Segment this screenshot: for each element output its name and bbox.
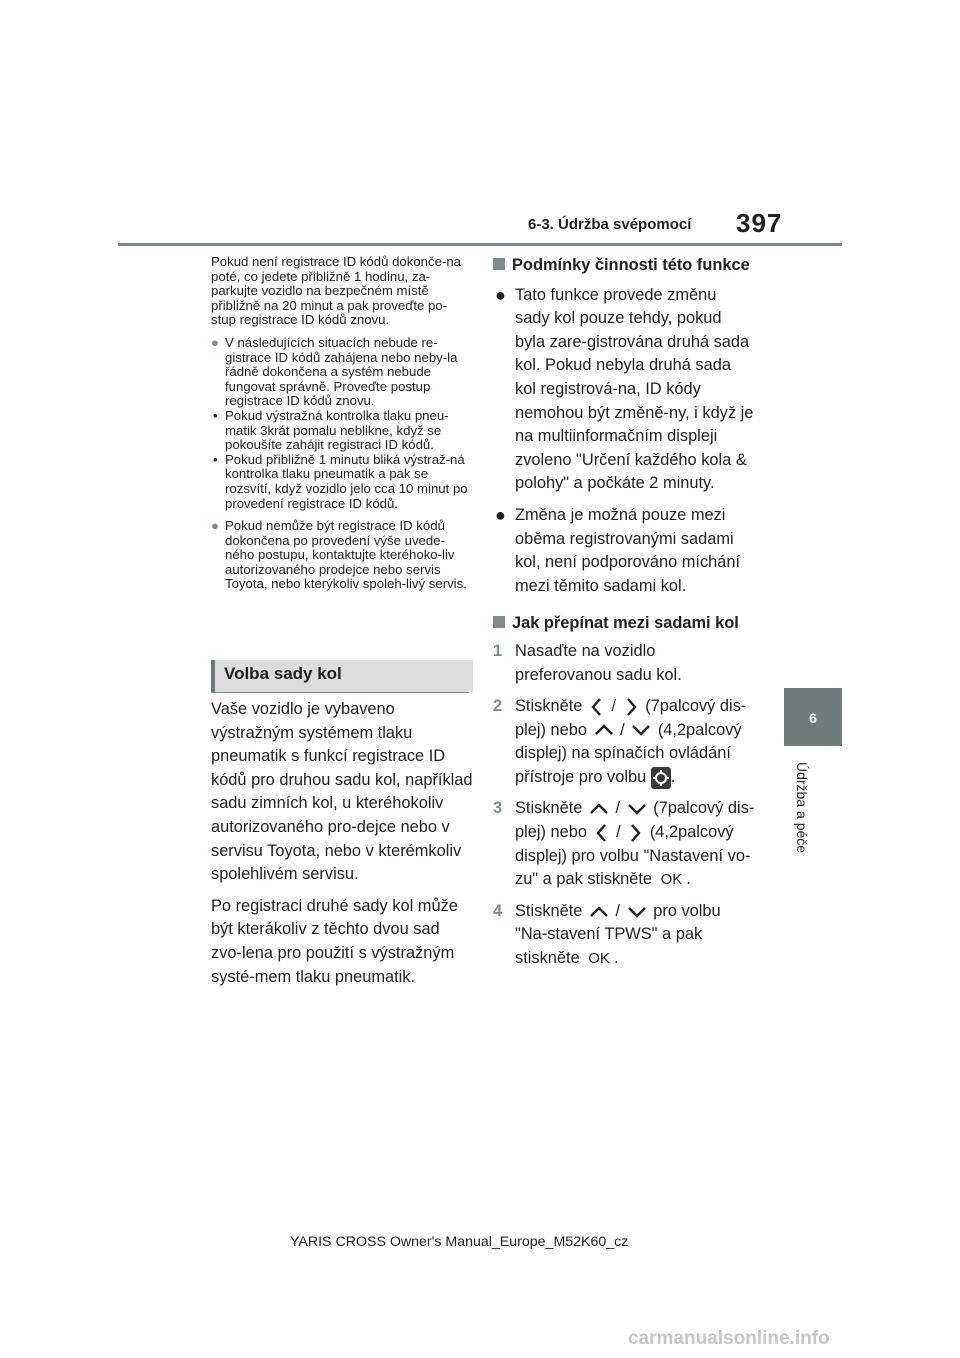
watermark: carmanualsonline.info bbox=[628, 1328, 830, 1349]
step-text: Stiskněte bbox=[515, 901, 583, 920]
chevron-right-icon bbox=[627, 823, 643, 843]
ok-button-icon: OK bbox=[660, 871, 683, 889]
step bbox=[493, 640, 755, 687]
step-text: Nasaďte na vozidlo preferovanou sadu kol. bbox=[515, 641, 682, 684]
paragraph: Po registraci druhé sady kol může být kterákoliv z těchto dvou sad zvo-lena pro použití s výstražným systé-mem tlaku pneumatik. bbox=[211, 896, 458, 986]
bullet-icon: ● bbox=[495, 504, 506, 525]
left-notes bbox=[211, 255, 471, 592]
step-text: Stiskněte bbox=[515, 697, 583, 716]
page-number: 397 bbox=[736, 208, 783, 238]
period: . bbox=[613, 949, 619, 968]
paragraph: Vaše vozidlo je vybaveno výstražným systémem tlaku pneumatik s funkcí registrace ID kódů pro druhou sadu kol, například sadu zimních kol, u kteréhokoliv autorizovaného pro-dejce nebo v servisu Toyota, nebo v kterémkoliv spolehlivém servisu. bbox=[211, 700, 473, 884]
sub-item-text: Pokud výstražná kontrolka tlaku pneu-matik 3krát pomalu neblikne, když se pokoušíte zahájit registraci ID kódů. bbox=[225, 407, 449, 453]
separator: / bbox=[620, 720, 625, 739]
bullet-item bbox=[493, 284, 755, 496]
sub-item: • Pokud výstražná kontrolka tlaku pneu-matik 3krát pomalu neblikne, když se pokoušíte zahájit registraci ID kódů. bbox=[213, 407, 449, 453]
chapter-label: Údržba a péče bbox=[794, 762, 810, 854]
header-divider bbox=[118, 243, 842, 246]
subheading-text: Podmínky činnosti této funkce bbox=[512, 256, 750, 274]
step-number: 2 bbox=[493, 697, 503, 716]
note-item bbox=[211, 336, 471, 409]
note-text: Pokud nemůže být registrace ID kódů dokončena po provedení výše uvede-ného postupu, kontaktujte kteréhoko-liv autorizovaného prodejce nebo servis Toyota, nebo kterýkoliv spoleh-livý servis. bbox=[225, 518, 467, 592]
bullet-text: Změna je možná pouze mezi oběma registrovanými sadami kol, není podporováno míchání mezi těmito sadami kol. bbox=[515, 505, 741, 595]
note-text: V následujících situacích nebude re-gistrace ID kódů zahájena nebo neby-la řádně dokončena a systém nebude fungovat správně. Proveďte postup registrace ID kódů znovu. bbox=[225, 334, 458, 409]
subheading bbox=[493, 254, 755, 278]
section-header: 6-3. Údržba svépomocí bbox=[528, 216, 692, 233]
separator: / bbox=[611, 697, 617, 716]
chevron-up-icon bbox=[589, 905, 609, 919]
sub-item-text: Pokud přibližně 1 minutu bliká výstraž-ná kontrolka tlaku pneumatik a pak se rozsvítí, když vozidlo jelo cca 10 minut po provedení registrace ID kódů. bbox=[225, 451, 468, 511]
chevron-left-icon bbox=[594, 823, 610, 843]
sub-item: • Pokud přibližně 1 minutu bliká výstraž-ná kontrolka tlaku pneumatik a pak se rozsvítí, když vozidlo jelo cca 10 minut po provedení registrace ID kódů. bbox=[213, 451, 468, 511]
chevron-down-icon bbox=[627, 802, 647, 816]
subheading bbox=[493, 612, 755, 636]
step-text: (7palcový dis-plej) nebo bbox=[515, 697, 747, 739]
bullet-icon: ● bbox=[495, 284, 506, 305]
bullet-icon: ● bbox=[211, 334, 219, 350]
chevron-right-icon bbox=[623, 697, 639, 717]
ok-button-icon: OK bbox=[588, 950, 610, 968]
bullet-item bbox=[493, 504, 755, 598]
sub-list bbox=[211, 409, 471, 511]
chevron-down-icon bbox=[627, 905, 647, 919]
separator: / bbox=[616, 823, 621, 842]
separator: / bbox=[615, 901, 621, 920]
section-body bbox=[211, 698, 473, 997]
chevron-up-icon bbox=[594, 723, 614, 737]
step-text: pro volbu "Na-stavení TPWS" a pak stiskněte bbox=[515, 901, 721, 968]
step-number: 4 bbox=[493, 901, 503, 920]
step-text: (4,2palcový displej) pro volbu "Nastavení vo-zu" a pak stiskněte bbox=[515, 823, 751, 889]
settings-gear-icon bbox=[651, 767, 671, 789]
step bbox=[493, 797, 755, 891]
right-column bbox=[493, 254, 755, 971]
period: . bbox=[686, 870, 691, 889]
bullet-text: Tato funkce provede změnu sady kol pouze tehdy, pokud byla zare-gistrována druhá sada kol. Pokud nebyla druhá sada kol registrová-na, ID kódy nemohou být změně-ny, i když je na multiinformačním displeji zvoleno "Určení každého kola & polohy" a počkáte 2 minuty. bbox=[515, 285, 754, 493]
separator: / bbox=[615, 799, 621, 818]
step bbox=[493, 695, 755, 789]
period: . bbox=[670, 767, 676, 786]
chevron-up-icon bbox=[589, 802, 609, 816]
step-number: 1 bbox=[493, 641, 503, 660]
section-divider bbox=[211, 692, 469, 693]
step-number: 3 bbox=[493, 799, 503, 818]
bullet-icon: ● bbox=[211, 518, 219, 534]
step bbox=[493, 900, 755, 971]
subheading-text: Jak přepínat mezi sadami kol bbox=[512, 614, 739, 633]
chapter-number: 6 bbox=[809, 710, 817, 726]
note-item bbox=[211, 519, 471, 592]
step-text: (7palcový dis-plej) nebo bbox=[515, 799, 755, 842]
chapter-tab bbox=[784, 688, 842, 746]
chevron-left-icon bbox=[589, 697, 605, 717]
step-text: Stiskněte bbox=[515, 799, 583, 818]
chevron-down-icon bbox=[631, 723, 651, 737]
square-marker-icon bbox=[493, 616, 505, 628]
page-footer: YARIS CROSS Owner's Manual_Europe_M52K60_cz bbox=[290, 1234, 629, 1250]
intro-note: Pokud není registrace ID kódů dokonče-na poté, co jedete přibližně 1 hodinu, za-parkujte vozidlo na bezpečném místě přibližně na 20 minut a pak proveďte po-stup registrace ID kódů znovu. bbox=[211, 254, 461, 328]
step-text: (4,2palcový displej) na spínačích ovládání přístroje pro volbu bbox=[515, 720, 742, 786]
square-marker-icon bbox=[493, 258, 505, 270]
section-title: Volba sady kol bbox=[224, 664, 342, 683]
